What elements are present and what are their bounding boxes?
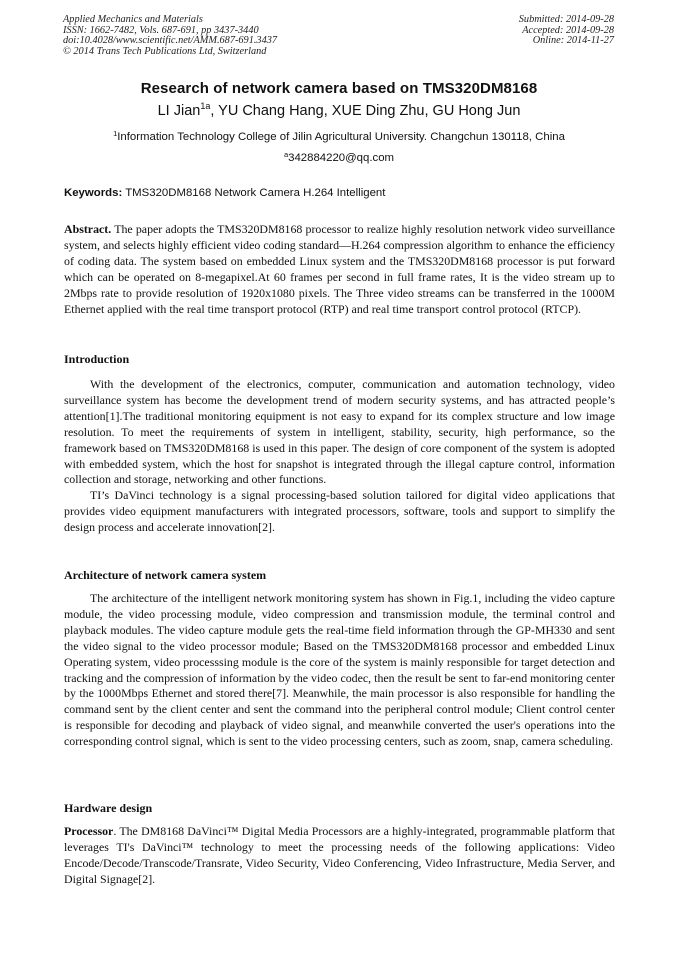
first-author-sup: 1a xyxy=(200,101,211,111)
dates-header xyxy=(519,15,614,47)
architecture-body xyxy=(64,591,615,750)
author-list xyxy=(0,103,678,119)
paper-title: Research of network camera based on TMS320DM8168 xyxy=(140,80,538,97)
doi-line: doi:10.4028/www.scientific.net/AMM.687-691.3437 xyxy=(63,35,278,46)
abstract-label: Abstract. xyxy=(64,222,112,236)
abstract-text: The paper adopts the TMS320DM8168 processor to realize highly resolution network video surveillance system, and selects highly efficient video coding standard—H.264 compression algorithm to enhance the efficiency of coding data. The system based on embedded Linux system and the TMS320DM8168 processor is put forward which can be operated on 8-megapixel.At 60 frames per second in full frame rates, It is the video stream up to 2Mbps rate to provide resolution of 1920x1080 pixels. The Three video streams can be transferred in the 1000M Ethernet applied with the real time transport protocol (RTP) and real time transport control protocol (RTCP). xyxy=(64,222,615,316)
issn-line: ISSN: 1662-7482, Vols. 687-691, pp 3437-3440 xyxy=(63,24,259,36)
keywords-line xyxy=(64,187,385,199)
abstract xyxy=(64,222,615,317)
processor-paragraph xyxy=(64,824,615,888)
journal-header xyxy=(63,15,277,57)
section-heading-hardware: Hardware design xyxy=(64,801,153,815)
introduction-paragraph-2: TI’s DaVinci technology is a signal processing-based solution tailored for digital video applications that provides video equipment manufacturers with integrated processors, software, tools and support to simplify the design process and accelerate innovation[2]. xyxy=(64,488,615,535)
keywords-label: Keywords: xyxy=(64,187,123,199)
hardware-body xyxy=(64,824,615,888)
affiliation-text: Information Technology College of Jilin Agricultural University. Changchun 130118, China xyxy=(117,131,565,143)
introduction-body xyxy=(64,377,615,536)
copyright-line: © 2014 Trans Tech Publications Ltd, Switzerland xyxy=(63,45,267,57)
introduction-paragraph-1: With the development of the electronics, computer, communication and automation technology, video surveillance system has become the development trend of modern security systems, and has attracted people’s attention[1].The traditional monitoring equipment is not easy to expand for its complex structure and low image resolution. To meet the requirements of system in intelligent, stability, security, high performance, so the framework based on TMS320DM8168 is used in this paper. The design of core component of the system is adopted with embedded system, which the host for snapshot is integrated through the illegal capture control, information collection and storage, networking and other functions. xyxy=(64,377,615,487)
online-date: Online: 2014-11-27 xyxy=(532,35,614,46)
affiliation-sup: 1 xyxy=(113,129,118,138)
email-sup: a xyxy=(283,150,289,159)
first-author: LI Jian xyxy=(157,103,201,119)
accepted-date: Accepted: 2014-09-28 xyxy=(522,24,614,36)
section-heading-introduction: Introduction xyxy=(64,352,130,366)
affiliation xyxy=(0,131,678,143)
author-email xyxy=(0,152,678,164)
journal-name: Applied Mechanics and Materials xyxy=(63,14,203,25)
submitted-date: Submitted: 2014-09-28 xyxy=(518,14,614,25)
processor-label: Processor xyxy=(64,824,114,838)
processor-text: . The DM8168 DaVinci™ Digital Media Processors are a highly-integrated, programmable platform that leverages TI's DaVinci™ technology to meet the processing needs of the following applications: Video Encode/Decode/Transcode/Transrate, Video Security, Video Conferencing, Video Infrastructure, Media Server, and Digital Signage[2]. xyxy=(64,824,615,886)
section-heading-architecture: Architecture of network camera system xyxy=(64,568,267,582)
other-authors: , YU Chang Hang, XUE Ding Zhu, GU Hong Jun xyxy=(210,103,521,119)
keywords-text: TMS320DM8168 Network Camera H.264 Intelligent xyxy=(125,187,386,199)
email-text: 342884220@qq.com xyxy=(288,152,395,164)
architecture-paragraph-1: The architecture of the intelligent network monitoring system has shown in Fig.1, including the video capture module, the video processing module, video compression and transmission module, the terminal control and playback modules. The video capture module gets the real-time field information through the GP-MH330 and sent the video signal to the video processor module; Based on the TMS320DM8168 processor and embedded Linux Operating system, video processsing module is the core of the system is mainly responsible for target detection and tracking and the compression of information by the video codec, then the result be sent to far-end monitoring center by the 1000Mbps Ethernet and stored there[7]. Meanwhile, the main processor is also responsible for handling the command sent by the client center and sent the command into the peripheral control module; Client control center is responsible for decoding and playback of video signal, and meanwhile converted the user's operations into the corresponding control signal, which is sent to the video processing centers, such as zoom, snap, camera scheduling. xyxy=(64,591,615,749)
